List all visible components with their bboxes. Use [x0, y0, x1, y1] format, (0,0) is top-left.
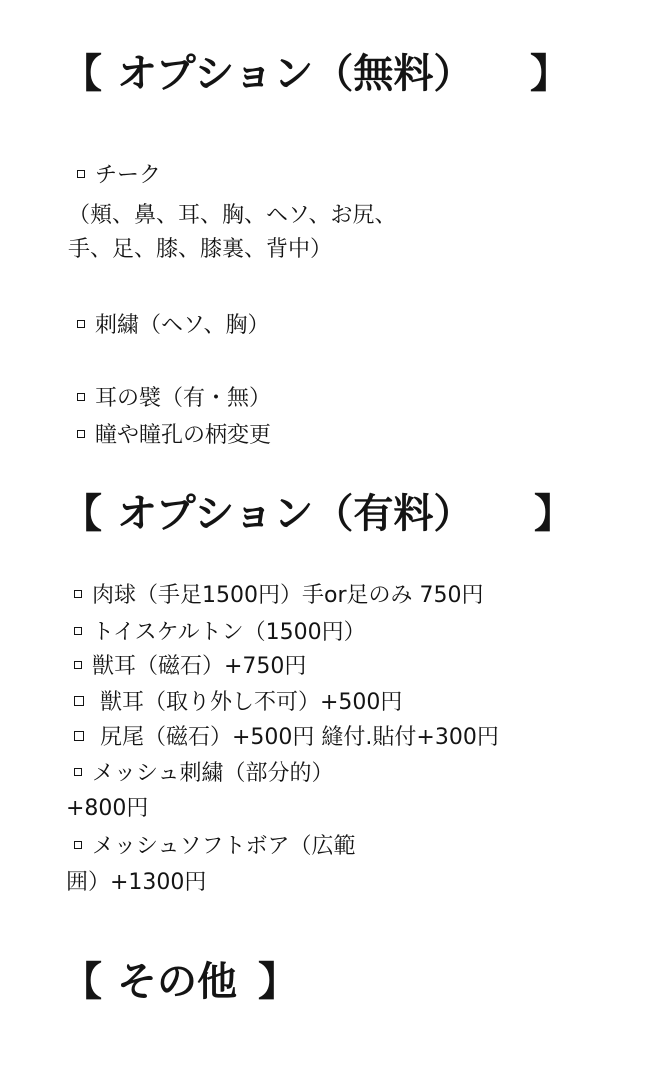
heading-bracket-close: 】	[534, 491, 574, 537]
list-item-cheek-detail-2: 手、足、膝、膝裏、背中）	[68, 237, 333, 262]
heading-bracket-open: 【	[62, 51, 102, 97]
list-item-cheek-detail-1: （頬、鼻、耳、胸、ヘソ、お尻、	[68, 203, 397, 228]
list-item-eye-pattern: 瞳や瞳孔の柄変更	[77, 419, 271, 453]
section-heading-other	[62, 952, 302, 1012]
heading-bracket-open: 【	[62, 491, 102, 537]
list-item-animal-ears-fixed: 獣耳（取り外し不可）+500円	[74, 686, 402, 720]
bullet-icon	[77, 430, 85, 438]
bullet-icon	[74, 661, 82, 669]
checkbox-icon	[74, 731, 84, 741]
list-item-toy-skeleton: トイスケルトン（1500円）	[74, 616, 366, 650]
bullet-icon	[77, 320, 85, 328]
heading-title-free: オプション（無料）	[117, 51, 474, 97]
list-item-animal-ears-magnet: 獣耳（磁石）+750円	[74, 650, 306, 684]
list-item-tail: 尻尾（磁石）+500円 縫付.貼付+300円	[74, 721, 499, 755]
section-heading-paid	[62, 484, 582, 544]
list-item-paw-pads: 肉球（手足1500円）手or足のみ 750円	[74, 579, 483, 613]
heading-bracket-open: 【	[62, 959, 102, 1005]
bullet-icon	[74, 768, 82, 776]
list-item-cheek: チーク	[77, 159, 161, 193]
bullet-icon	[77, 393, 85, 401]
bullet-icon	[74, 627, 82, 635]
heading-bracket-close: 】	[258, 959, 298, 1005]
section-heading-free	[62, 44, 582, 104]
checkbox-icon	[74, 696, 84, 706]
heading-title-paid: オプション（有料）	[117, 491, 474, 537]
bullet-icon	[77, 170, 85, 178]
list-item-ear-fold: 耳の襞（有・無）	[77, 382, 271, 416]
heading-title-other: その他	[117, 959, 237, 1005]
list-item-mesh-soft-boa-price: 囲）+1300円	[66, 870, 207, 895]
list-item-embroidery: 刺繍（ヘソ、胸）	[77, 309, 269, 343]
list-item-mesh-embroidery-price: +800円	[66, 796, 149, 821]
heading-bracket-close: 】	[530, 51, 570, 97]
bullet-icon	[74, 841, 82, 849]
list-item-mesh-soft-boa: メッシュソフトボア（広範	[74, 830, 356, 864]
bullet-icon	[74, 590, 82, 598]
list-item-mesh-embroidery: メッシュ刺繍（部分的）	[74, 757, 334, 791]
